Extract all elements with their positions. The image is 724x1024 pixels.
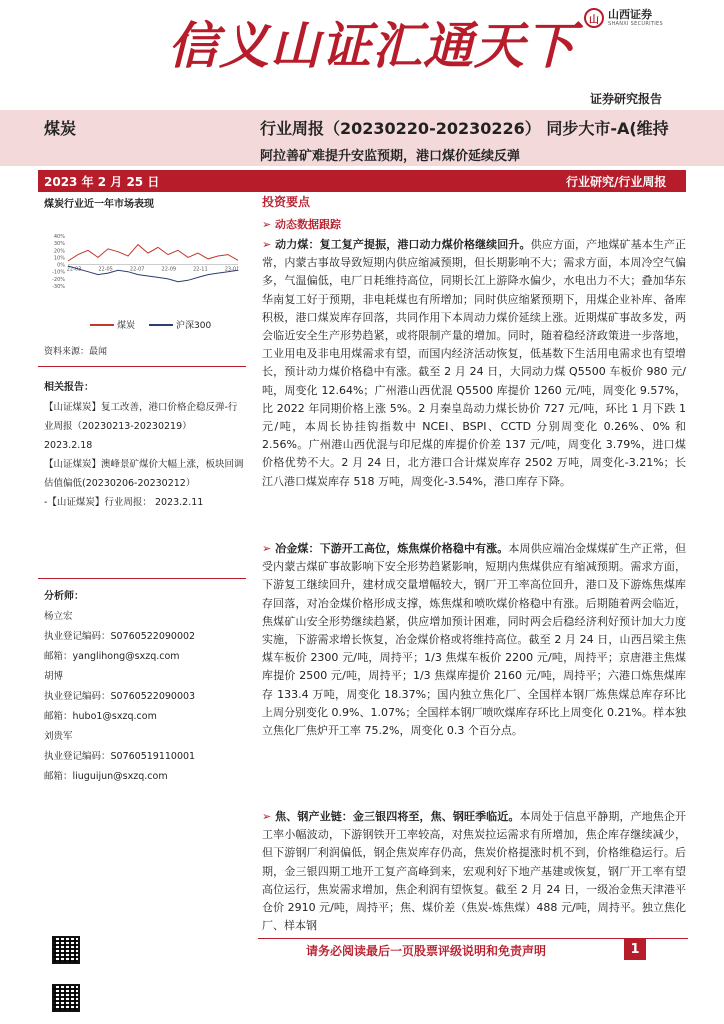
qr-code-icon [52,936,80,964]
analyst-license: 执业登记编码：S0760519110001 [44,751,196,762]
y-tick-label: 40% [53,234,65,240]
series-line-1 [68,266,238,282]
report-title: 行业周报（20230220-20230226） 同步大市-A(维持 [260,119,669,138]
y-tick-label: 30% [53,241,65,248]
legend-label-hs300: 沪深300 [176,321,212,331]
chart-legend [90,318,211,331]
y-tick-label: -20% [52,276,65,283]
paragraph-body: 供应方面，产地煤矿基本生产正常，内蒙古事故导致短期内供应缩减预期，但长期影响不大；需求方面，本周冷空气偏多，气温偏低，电厂日耗维持高位，同期长江上游降水偏少，水电出力不大；叠加华东华南复工好于预期，非电耗煤也有所增加；同时供应缩紧预期下，用煤企业补库、备库积极，港口煤炭库存回落，共同作用下本周动力煤价延续上涨。近期煤矿事故多发，两会临近安全生产形势趋紧，或将限制产量的增加。同时，随着稳经济政策进一步落地，工业用电及非电用煤需求有望，而国内经济活动恢复，低基数下生活用电需求也有望增长，预计动力煤价格稳中有涨。截至 2 月 24 日，大同动力煤 Q5500 车板价 980 元/吨，周变化 12.64%；广州港山西优混 Q5500 库提价 1260 元/吨，周变化 9.57%，比 2022 年同期价格上涨 5%。2 月秦皇岛动力煤长协价 727 元/吨，环比 1 月下跌 1 元/吨，本周长协挂钩指数中 NCEI、BSPI、CCTD 分别周变化 0.26%、0% 和 2.56%。广州港山西优混与印尼煤的库提价价差 137 元/吨，周变化 3.79%，进口煤价格优势不大。2 月 24 日，北方港口合计煤炭库存 2502 万吨，周变化-3.21%；长江八港口煤炭库存 518 万吨，周变化-3.54%，港口库存下降。 [262,238,687,488]
chart-title: 煤炭行业近一年市场表现 [44,199,154,210]
arrow-icon: ➢ [262,810,276,823]
y-tick-label: -30% [52,284,65,290]
report-header [0,0,724,112]
y-tick-label: 20% [53,248,65,255]
logo-icon: 山 [584,8,604,28]
logo-name-cn: 山西证券 [608,7,652,21]
x-tick-label: 23-01 [224,266,240,273]
legend-swatch-hs300 [149,324,173,326]
arrow-icon: ➢ [262,542,276,555]
disclaimer-notice: 请务必阅读最后一页股票评级说明和免责声明 [306,944,547,958]
arrow-icon: ➢ [262,218,276,231]
report-type: 证券研究报告 [590,92,663,106]
legend-label-coal: 煤炭 [117,321,136,331]
related-reports-list [44,398,244,512]
qr-code-icon [52,984,80,1012]
analyst-email[interactable]: 邮箱：yanglihong@sxzq.com [44,651,180,662]
x-tick-label: 22-05 [98,266,113,273]
sidebar-divider [38,366,246,367]
analyst-email[interactable]: 邮箱：liuguijun@sxzq.com [44,771,168,782]
arrow-icon: ➢ [262,238,276,251]
legend-item-coal [90,318,135,331]
paragraph-thermal-coal [262,236,686,491]
x-tick-label: 22-07 [129,266,145,273]
analyst-name: 刘贵军 [44,731,73,742]
chart-canvas [38,210,246,316]
brand-slogan: 信义山证汇通天下 [168,16,576,75]
paragraph-coke-steel [262,808,686,935]
analyst-license: 执业登记编码：S0760522090002 [44,631,196,642]
sector-name: 煤炭 [44,119,77,138]
paragraph-lead: 冶金煤：下游开工高位，炼焦煤价格稳中有涨。 [275,542,509,555]
paragraph-body: 本周供应端冶金煤煤矿生产正常，但受内蒙古煤矿事故影响下安全形势趋紧影响，短期内焦煤供应有缩减预期。需求方面，下游复工继续回升，建材成交量增幅较大，钢厂开工率高位回升，港口及下游炼焦煤库存回落，对冶金煤价格形成支撑，炼焦煤和喷吹煤价格稳中有涨。后期随着两会临近，焦煤矿山安全形势继续趋紧，供应增加预计困难，同时两会后稳经济利好预计加大力度实施，下游需求增长恢复，冶金煤价格或将维持高位。截至 2 月 24 日，山西吕梁主焦煤车板价 2300 元/吨，周持平；1/3 焦煤车板价 2200 元/吨，周持平；京唐港主焦煤库提价 2500 元/吨，周持平；1/3 焦煤库提价 2160 元/吨，周持平；六港口炼焦煤库存 133.4 万吨，周变化 18.37%；国内独立焦化厂、全国样本钢厂炼焦煤总库存环比上周分别变化 0.9%、1.07%；全国样本钢厂喷吹煤库存环比上周变化 0.21%。样本独立焦化厂焦炉开工率 75.2%，周变化 0.3 个百分点。 [262,542,687,738]
legend-item-hs300 [149,318,211,331]
report-headline: 阿拉善矿难提升安监预期，港口煤价延续反弹 [260,149,521,164]
x-tick-label: 22-11 [193,266,208,273]
paragraph-lead: 焦、钢产业链：金三银四将至，焦、钢旺季临近。 [275,810,520,823]
company-logo [584,8,663,28]
y-tick-label: -10% [52,269,65,276]
analyst-email[interactable]: 邮箱：hubo1@sxzq.com [44,711,157,722]
series-line-0 [68,245,238,261]
related-report-item[interactable]: -【山证煤炭】行业周报： 2023.2.11 [44,497,204,508]
legend-swatch-coal [90,324,114,326]
y-tick-label: 0% [57,262,65,269]
logo-name-en: SHANXI SECURITIES [608,20,663,27]
page-number: 1 [624,938,646,960]
paragraph-lead: 动力煤：复工复产提振，港口动力煤价格继续回升。 [275,238,531,251]
analyst-license: 执业登记编码：S0760522090003 [44,691,196,702]
paragraph-met-coal [262,540,686,740]
y-tick-label: 10% [53,255,65,262]
x-tick-label: 22-09 [161,266,177,273]
chart-source: 资料来源：最闻 [44,347,108,357]
related-report-item[interactable]: 【山证煤炭】复工改善，港口价格企稳反弹-行业周报（20230213-20230219） [44,402,238,432]
analyst-name: 胡博 [44,671,64,682]
subsection-title: ➢ 动态数据跟踪 [262,218,342,231]
related-report-item[interactable]: 【山证煤炭】澳峰景矿煤价大幅上涨，板块回调估值偏低(20230206-20230212） [44,459,244,489]
analysts-title: 分析师： [44,591,84,602]
analyst-name: 杨立宏 [44,611,73,622]
sidebar-divider [38,578,246,579]
related-reports-title: 相关报告： [44,382,94,393]
report-category: 行业研究/行业周报 [566,175,667,189]
paragraph-body: 本周处于信息平静期，产地焦企开工率小幅波动，下游钢铁开工率较高，对焦炭拉运需求有所增加，焦企库存继续减少，但下游钢厂利润偏低，钢企焦炭库存仍高，焦炭价格提涨时机不到，价格维稳运行。后期，金三银四期工地开工复产高峰到来，宏观利好下地产基建或恢复，钢厂开工率有望高位运行，焦炭需求增加，焦企利润有望恢复。截至 2 月 24 日，一级冶金焦天津港平仓价 2910 元/吨，周持平；焦、煤价差（焦炭-炼焦煤）488 元/吨，周持平。独立焦化厂、样本钢 [262,810,687,933]
x-tick-label: 22-03 [66,266,82,273]
section-title: 投资要点 [262,195,311,209]
analyst-list [44,607,244,787]
related-report-date: 2023.2.18 [44,440,93,451]
report-date: 2023 年 2 月 25 日 [44,175,160,189]
